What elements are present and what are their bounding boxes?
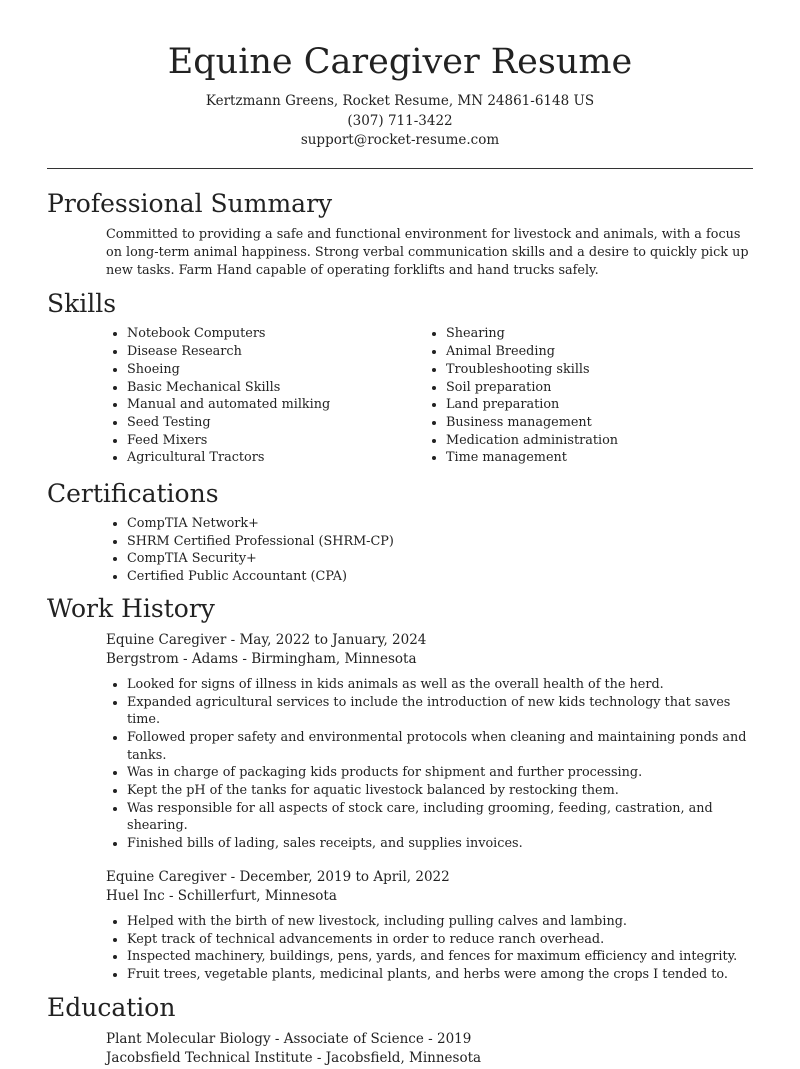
summary-text: Committed to providing a safe and functional environment for livestock and animals, with a focus on long-term animal happiness. Strong verbal communication skills and a desire to quickly pick up new tasks. Farm Hand capable of operating forklifts and hand trucks safely. — [106, 226, 749, 279]
skill-item: • Notebook Computers — [127, 325, 425, 343]
skill-item: • Manual and automated milking — [127, 396, 425, 414]
job-duty-item: • Finished bills of lading, sales receipts, and supplies invoices. — [127, 835, 753, 853]
skills-list-right — [425, 325, 744, 467]
skill-item: • Feed Mixers — [127, 432, 425, 450]
education-school: Jacobsfield Technical Institute - Jacobsfield, Minnesota — [106, 1050, 482, 1067]
job-entry — [106, 631, 753, 853]
job-duty-item: • Followed proper safety and environmental protocols when cleaning and maintaining ponds and tanks. — [127, 729, 753, 764]
certifications-block — [106, 515, 753, 586]
header-divider — [47, 168, 753, 169]
summary-heading: Professional Summary — [47, 188, 333, 218]
skill-item: • Medication administration — [446, 432, 744, 450]
education-section — [47, 992, 753, 1069]
work-history-heading: Work History — [47, 593, 215, 623]
certifications-section — [47, 478, 753, 586]
certifications-heading: Certifications — [47, 479, 219, 509]
job-duty-item: • Expanded agricultural services to include the introduction of new kids technology that saves time. — [127, 694, 753, 729]
skill-item: • Seed Testing — [127, 414, 425, 432]
skills-columns — [106, 325, 753, 467]
education-degree: Plant Molecular Biology - Associate of Science - 2019 — [106, 1030, 472, 1047]
education-heading: Education — [47, 992, 176, 1022]
job-duties-list — [106, 676, 753, 853]
job-duty-item: • Helped with the birth of new livestock, including pulling calves and lambing. — [127, 913, 753, 931]
address-text: Kertzmann Greens, Rocket Resume, MN 24861-6148 US — [205, 93, 595, 109]
skill-item: • Disease Research — [127, 343, 425, 361]
job-duty-item: • Was in charge of packaging kids products for shipment and further processing. — [127, 764, 753, 782]
skill-item: • Shearing — [446, 325, 744, 343]
summary-section — [47, 188, 753, 281]
skill-item: • Time management — [446, 449, 744, 467]
job-duty-item: • Looked for signs of illness in kids animals as well as the overall health of the herd. — [127, 676, 753, 694]
skills-section — [47, 288, 753, 467]
job-company: Bergstrom - Adams - Birmingham, Minnesota — [106, 651, 417, 668]
work-history-section — [47, 593, 753, 984]
education-entry — [106, 1030, 753, 1069]
job-duty-item: • Inspected machinery, buildings, pens, yards, and fences for maximum efficiency and integrity. — [127, 948, 753, 966]
resume-title: Equine Caregiver Resume — [167, 42, 633, 82]
skill-item: • Business management — [446, 414, 744, 432]
certification-item: • CompTIA Security+ — [127, 550, 753, 568]
job-duty-item: • Fruit trees, vegetable plants, medicinal plants, and herbs were among the crops I tended to. — [127, 966, 753, 984]
skill-item: • Animal Breeding — [446, 343, 744, 361]
email-text: support@rocket-resume.com — [300, 132, 500, 148]
certification-item: • CompTIA Network+ — [127, 515, 753, 533]
skill-item: • Agricultural Tractors — [127, 449, 425, 467]
skills-heading: Skills — [47, 289, 117, 319]
skill-item: • Troubleshooting skills — [446, 361, 744, 379]
skills-list-left — [106, 325, 425, 467]
job-company: Huel Inc - Schillerfurt, Minnesota — [106, 888, 337, 905]
job-heading: Equine Caregiver - December, 2019 to April, 2022 — [106, 868, 450, 885]
skill-item: • Land preparation — [446, 396, 744, 414]
job-duties-list — [106, 913, 753, 984]
skill-item: • Soil preparation — [446, 379, 744, 397]
phone-text: (307) 711-3422 — [347, 112, 453, 129]
contact-block — [47, 92, 753, 151]
job-heading: Equine Caregiver - May, 2022 to January, 2024 — [106, 631, 427, 648]
resume-header — [47, 0, 753, 151]
job-duty-item: • Kept the pH of the tanks for aquatic livestock balanced by restocking them. — [127, 782, 753, 800]
skill-item: • Basic Mechanical Skills — [127, 379, 425, 397]
certification-item: • Certified Public Accountant (CPA) — [127, 568, 753, 586]
certifications-list — [106, 515, 753, 586]
job-entry — [106, 868, 753, 984]
certification-item: • SHRM Certified Professional (SHRM-CP) — [127, 533, 753, 551]
job-duty-item: • Kept track of technical advancements in order to reduce ranch overhead. — [127, 931, 753, 949]
skill-item: • Shoeing — [127, 361, 425, 379]
job-duty-item: • Was responsible for all aspects of stock care, including grooming, feeding, castration, and shearing. — [127, 800, 753, 835]
